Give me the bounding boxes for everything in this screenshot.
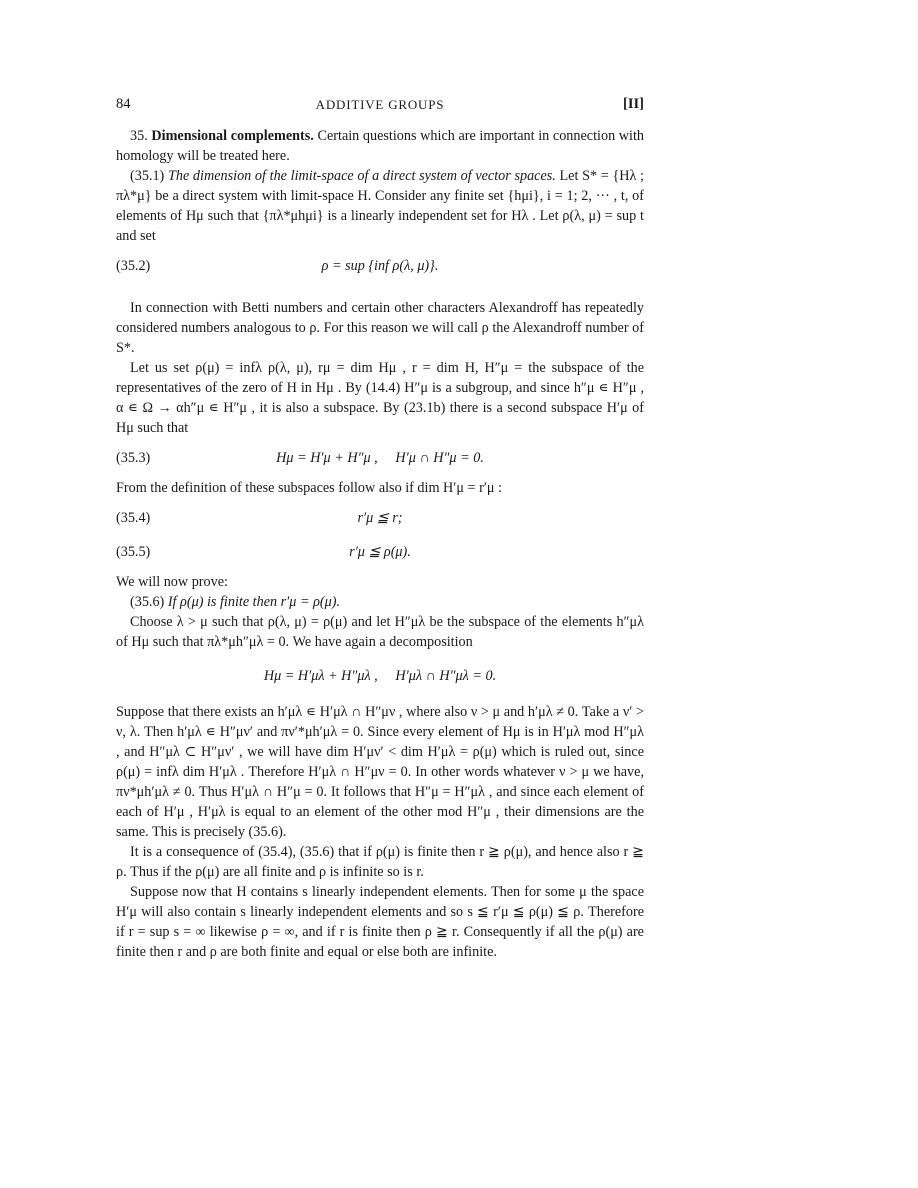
paragraph-35-1 <box>116 166 644 246</box>
paragraph-betti: In connection with Betti numbers and certain other characters Alexandroff has repeatedly considered numbers analogous to ρ. For this reason we will call ρ the Alexandroff number of S*. <box>116 300 644 356</box>
equation-decomposition <box>116 658 644 692</box>
paragraph-suppose-exists: Suppose that there exists an h′μλ ∊ H′μλ ∩ H″μν , where also ν > μ and h′μλ ≠ 0. Take a ν′ > ν, λ. Then h′μλ ∊ H″μν′ and πν′*μh′μλ = 0. Since every element of Hμ is in H′μλ mod H″μλ , and H″μλ ⊂ H″μν′ , we will have dim H′μν′ < dim H′μλ = ρ(μ) which is ruled out, since ρ(μ) = infλ dim H′μλ . Therefore H′μλ ∩ H″μν = 0. In other words whatever ν > μ we have, πν*μh′μλ ≠ 0. Thus H′μλ ∩ H″μ = 0. It follows that H″μ = H″μλ , and since each element of each of H′μ , H′μλ is equal to an element of the other mod H″μ , their dimensions are the same. This is precisely (35.6). <box>116 704 644 840</box>
section-intro: Certain questions which are important in connection with homology will be treated here. <box>116 128 645 164</box>
equation-35-2 <box>116 252 644 280</box>
equation-label: (35.5) <box>116 544 151 560</box>
equation-35-5 <box>116 538 644 566</box>
equation-label: (35.2) <box>116 258 151 274</box>
section-paragraph <box>116 126 644 166</box>
equation-expression: r′μ ≦ r; <box>357 510 403 526</box>
paragraph-from-definition: From the definition of these subspaces follow also if dim H′μ = r′μ : <box>116 480 503 496</box>
theorem-35-6-statement: If ρ(μ) is finite then r′μ = ρ(μ). <box>167 594 340 610</box>
equation-label: (35.4) <box>116 510 151 526</box>
paragraph-suppose-now: Suppose now that H contains s linearly independent elements. Then for some μ the space H′μ will also contain s linearly independent elements and so s ≦ r′μ ≦ ρ(μ) ≦ ρ. Therefore if r = sup s = ∞ likewise ρ = ∞, and if r is finite then ρ ≧ r. Consequently if all the ρ(μ) are finite then r and ρ are both finite and equal or else both are infinite. <box>116 884 644 960</box>
running-title: ADDITIVE GROUPS <box>315 97 445 112</box>
page-body <box>116 126 644 962</box>
equation-expression: r′μ ≦ ρ(μ). <box>349 544 411 560</box>
label-35-6: (35.6) <box>130 594 165 610</box>
label-35-1: (35.1) <box>130 168 165 184</box>
paragraph-let-us-set: Let us set ρ(μ) = infλ ρ(λ, μ), rμ = dim Hμ , r = dim H, H″μ = the subspace of the representatives of the zero of H in Hμ . By (14.4) H″μ is a subgroup, and since h″μ ∊ H″μ , α ∊ Ω → αh″μ ∊ H″μ , it is also a subspace. By (23.1b) there is a second subspace H′μ of Hμ such that <box>116 360 644 436</box>
paragraph-we-will-prove: We will now prove: <box>116 574 228 590</box>
equation-expression: Hμ = H′μ + H″μ , H′μ ∩ H″μ = 0. <box>276 450 484 466</box>
page-number: 84 <box>116 96 131 112</box>
equation-35-3 <box>116 444 644 472</box>
paragraph-35-1-body: Let S* = {Hλ ; πλ*μ} be a direct system with limit-space H. Consider any finite set {hμi}, i = 1; 2, ··· , t, of elements of Hμ such that {πλ*μhμi} is a linearly independent set for Hλ . Let ρ(λ, μ) = sup t and set <box>116 168 644 244</box>
equation-label: (35.3) <box>116 450 151 466</box>
equation-expression: ρ = sup {inf ρ(λ, μ)}. <box>321 258 439 274</box>
theorem-35-1-statement: The dimension of the limit-space of a direct system of vector spaces. <box>167 168 556 184</box>
section-number: 35. <box>130 128 148 144</box>
equation-expression: Hμ = H′μλ + H″μλ , H′μλ ∩ H″μλ = 0. <box>263 668 497 684</box>
paragraph-choose: Choose λ > μ such that ρ(λ, μ) = ρ(μ) and let H″μλ be the subspace of the elements h″μλ of Hμ such that πλ*μh″μλ = 0. We have again a decomposition <box>116 614 644 650</box>
paragraph-consequence: It is a consequence of (35.4), (35.6) that if ρ(μ) is finite then r ≧ ρ(μ), and hence also r ≧ ρ. Thus if the ρ(μ) are all finite and ρ is infinite so is r. <box>116 844 644 880</box>
chapter-label: [II] <box>623 96 644 112</box>
section-title: Dimensional complements. <box>151 128 314 144</box>
paragraph-35-6 <box>116 592 644 612</box>
equation-35-4 <box>116 504 644 532</box>
page-header <box>116 96 644 118</box>
